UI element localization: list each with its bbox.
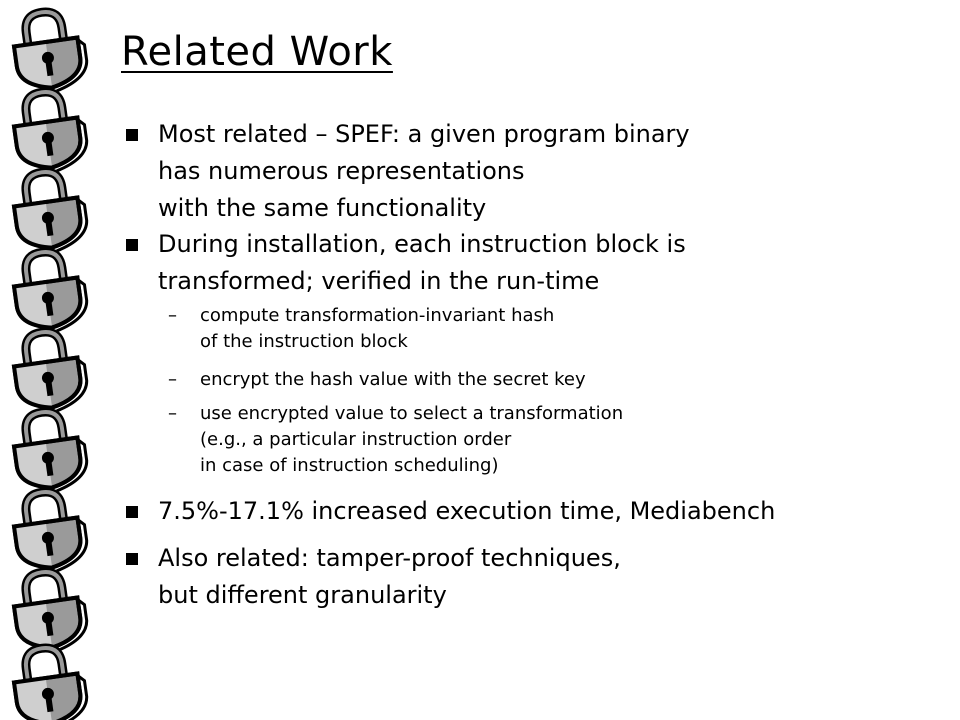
sub-bullet-dash: – (168, 369, 177, 390)
square-bullet-marker (126, 129, 138, 141)
sub-bullet-text-line: of the instruction block (200, 331, 408, 352)
padlock-shield-icon (10, 487, 90, 576)
sub-bullet-text-line: compute transformation-invariant hash (200, 305, 555, 326)
padlock-shield-icon (10, 87, 90, 176)
bullet-text-line: with the same functionality (158, 194, 487, 222)
slide-title: Related Work (121, 29, 393, 75)
padlock-shield-icon (10, 407, 90, 496)
padlock-shield-icon (10, 327, 90, 416)
bullet-text-line: Most related – SPEF: a given program binary (158, 120, 690, 148)
padlock-shield-icon (10, 567, 90, 656)
bullet-text-line: 7.5%-17.1% increased execution time, Mediabench (158, 497, 776, 525)
bullet-text-line: but different granularity (158, 581, 447, 609)
bullet-text-line: During installation, each instruction block is (158, 230, 686, 258)
sub-bullet-dash: – (168, 305, 177, 326)
padlock-shield-icon (10, 167, 90, 256)
padlock-shield-icon (10, 643, 90, 720)
sub-bullet-text-line: (e.g., a particular instruction order (200, 429, 512, 450)
padlock-shield-icon (10, 247, 90, 336)
bullet-text-line: Also related: tamper-proof techniques, (158, 544, 621, 572)
sub-bullet-dash: – (168, 403, 177, 424)
lock-border (0, 0, 110, 720)
square-bullet-marker (126, 553, 138, 565)
bullet-text-line: has numerous representations (158, 157, 525, 185)
bullet-text-line: transformed; verified in the run-time (158, 267, 600, 295)
sub-bullet-text-line: use encrypted value to select a transformation (200, 403, 624, 424)
square-bullet-marker (126, 239, 138, 251)
sub-bullet-text-line: in case of instruction scheduling) (200, 455, 499, 476)
sub-bullet-text-line: encrypt the hash value with the secret key (200, 369, 586, 390)
square-bullet-marker (126, 506, 138, 518)
padlock-shield-icon (10, 7, 90, 96)
